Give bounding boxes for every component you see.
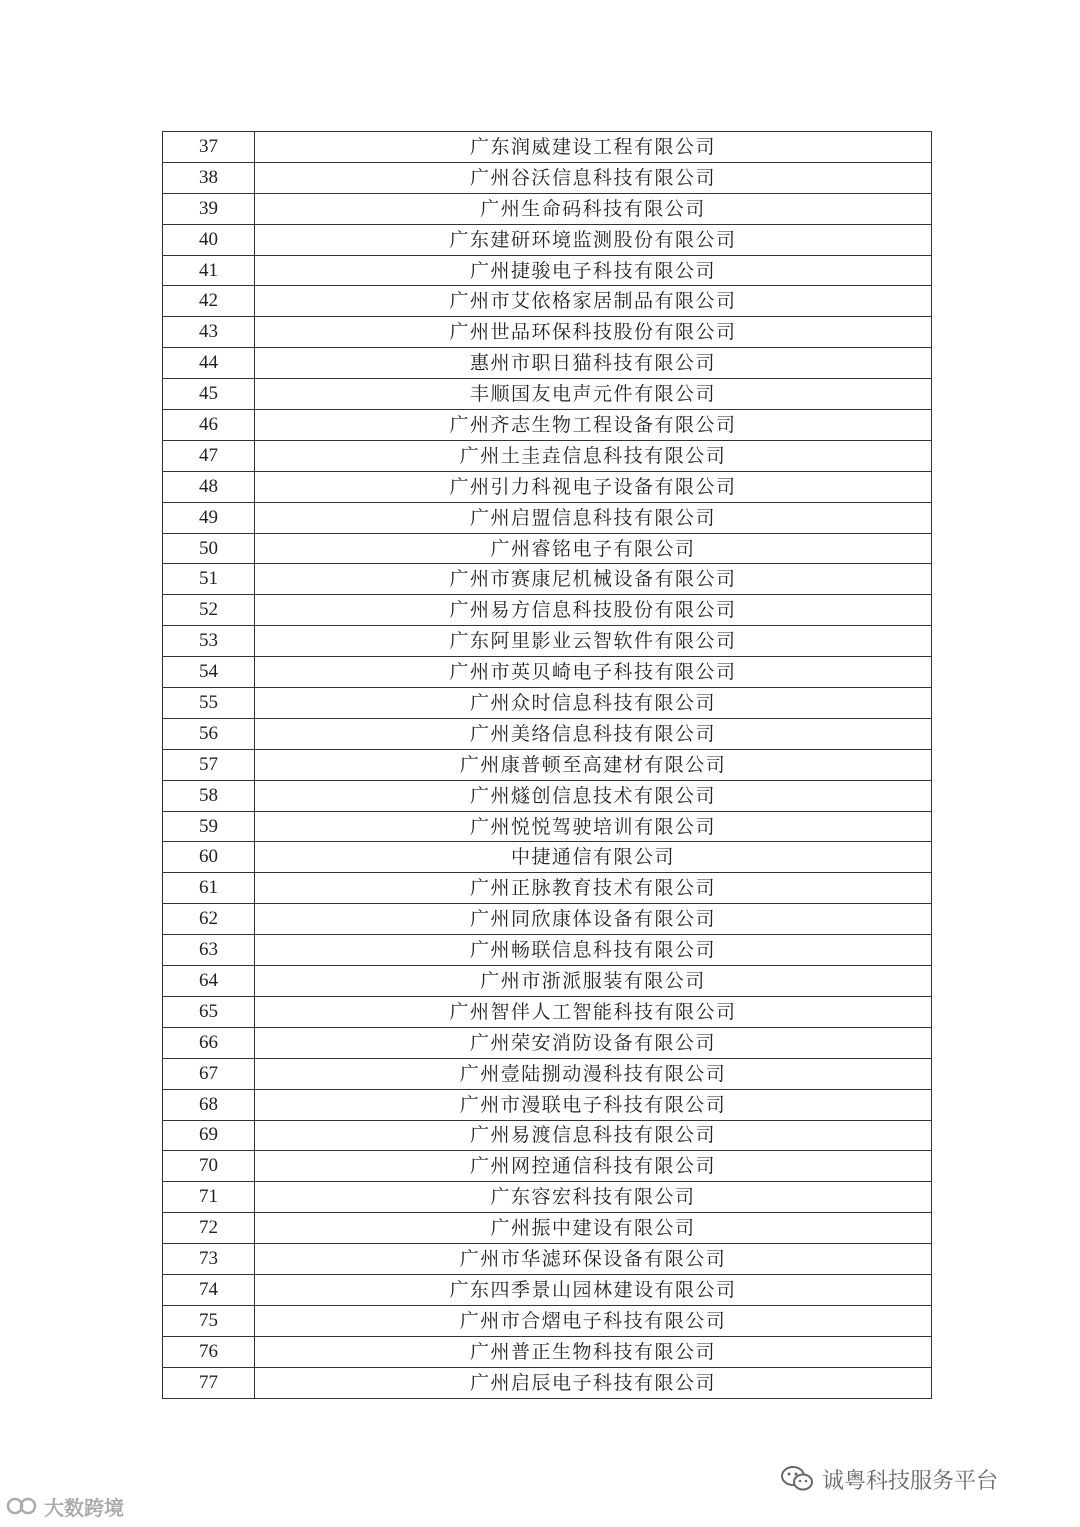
table-row: [163, 1120, 932, 1151]
watermark-left: [6, 1492, 124, 1520]
row-number-cell: 55: [163, 688, 255, 719]
company-name-cell: 广东容宏科技有限公司: [255, 1182, 932, 1213]
table-row: [163, 533, 932, 564]
company-name-cell: 广州悦悦驾驶培训有限公司: [255, 811, 932, 842]
company-name-cell: 广东润威建设工程有限公司: [255, 132, 932, 163]
row-number-cell: 53: [163, 626, 255, 657]
table-row: [163, 935, 932, 966]
company-name-cell: 广州正脉教育技术有限公司: [255, 873, 932, 904]
company-name-cell: 广东阿里影业云智软件有限公司: [255, 626, 932, 657]
company-name-cell: 广州齐志生物工程设备有限公司: [255, 410, 932, 441]
company-name-cell: 广州康普顿至高建材有限公司: [255, 749, 932, 780]
row-number-cell: 66: [163, 1027, 255, 1058]
row-number-cell: 71: [163, 1182, 255, 1213]
table-row: [163, 440, 932, 471]
table-row: [163, 595, 932, 626]
row-number-cell: 48: [163, 471, 255, 502]
company-name-cell: 广州振中建设有限公司: [255, 1213, 932, 1244]
row-number-cell: 72: [163, 1213, 255, 1244]
table-row: [163, 873, 932, 904]
company-name-cell: 广州市华滤环保设备有限公司: [255, 1244, 932, 1275]
wechat-icon: [780, 1465, 814, 1493]
row-number-cell: 38: [163, 162, 255, 193]
row-number-cell: 41: [163, 255, 255, 286]
row-number-cell: 69: [163, 1120, 255, 1151]
row-number-cell: 50: [163, 533, 255, 564]
row-number-cell: 61: [163, 873, 255, 904]
row-number-cell: 51: [163, 564, 255, 595]
row-number-cell: 44: [163, 348, 255, 379]
table-row: [163, 379, 932, 410]
table-row: [163, 317, 932, 348]
company-name-cell: 广州捷骏电子科技有限公司: [255, 255, 932, 286]
company-name-cell: 广州市艾依格家居制品有限公司: [255, 286, 932, 317]
company-name-cell: 广州世品环保科技股份有限公司: [255, 317, 932, 348]
table-row: [163, 348, 932, 379]
table-row: [163, 657, 932, 688]
company-name-cell: 广州土圭垚信息科技有限公司: [255, 440, 932, 471]
row-number-cell: 42: [163, 286, 255, 317]
company-name-cell: 广州同欣康体设备有限公司: [255, 904, 932, 935]
row-number-cell: 49: [163, 502, 255, 533]
table-row: [163, 286, 932, 317]
row-number-cell: 76: [163, 1336, 255, 1367]
table-row: [163, 1274, 932, 1305]
company-name-cell: 广州市英贝崎电子科技有限公司: [255, 657, 932, 688]
row-number-cell: 59: [163, 811, 255, 842]
table-row: [163, 224, 932, 255]
row-number-cell: 60: [163, 842, 255, 873]
company-list-table: [162, 131, 932, 1399]
company-name-cell: 广州引力科视电子设备有限公司: [255, 471, 932, 502]
watermark-right: [780, 1462, 998, 1496]
row-number-cell: 77: [163, 1367, 255, 1398]
table-row: [163, 749, 932, 780]
table-row: [163, 162, 932, 193]
row-number-cell: 73: [163, 1244, 255, 1275]
row-number-cell: 67: [163, 1058, 255, 1089]
row-number-cell: 45: [163, 379, 255, 410]
row-number-cell: 47: [163, 440, 255, 471]
company-name-cell: 广州荣安消防设备有限公司: [255, 1027, 932, 1058]
company-name-cell: 广州壹陆捌动漫科技有限公司: [255, 1058, 932, 1089]
row-number-cell: 62: [163, 904, 255, 935]
row-number-cell: 65: [163, 996, 255, 1027]
company-name-cell: 广州智伴人工智能科技有限公司: [255, 996, 932, 1027]
company-name-cell: 广州生命码科技有限公司: [255, 193, 932, 224]
company-list-body: [163, 132, 932, 1399]
company-name-cell: 广州易方信息科技股份有限公司: [255, 595, 932, 626]
table-row: [163, 626, 932, 657]
company-name-cell: 广州畅联信息科技有限公司: [255, 935, 932, 966]
table-row: [163, 410, 932, 441]
row-number-cell: 57: [163, 749, 255, 780]
row-number-cell: 68: [163, 1089, 255, 1120]
table-row: [163, 1182, 932, 1213]
table-row: [163, 811, 932, 842]
table-row: [163, 1244, 932, 1275]
company-name-cell: 惠州市职日猫科技有限公司: [255, 348, 932, 379]
table-row: [163, 842, 932, 873]
company-name-cell: 广州燧创信息技术有限公司: [255, 780, 932, 811]
company-name-cell: 广州众时信息科技有限公司: [255, 688, 932, 719]
company-name-cell: 丰顺国友电声元件有限公司: [255, 379, 932, 410]
table-row: [163, 132, 932, 163]
company-name-cell: 广州市赛康尼机械设备有限公司: [255, 564, 932, 595]
row-number-cell: 58: [163, 780, 255, 811]
table-row: [163, 1336, 932, 1367]
row-number-cell: 46: [163, 410, 255, 441]
row-number-cell: 52: [163, 595, 255, 626]
row-number-cell: 54: [163, 657, 255, 688]
company-name-cell: 广州市合熠电子科技有限公司: [255, 1305, 932, 1336]
company-name-cell: 广东建研环境监测股份有限公司: [255, 224, 932, 255]
row-number-cell: 39: [163, 193, 255, 224]
company-name-cell: 广州启辰电子科技有限公司: [255, 1367, 932, 1398]
row-number-cell: 64: [163, 966, 255, 997]
row-number-cell: 37: [163, 132, 255, 163]
table-row: [163, 966, 932, 997]
table-row: [163, 564, 932, 595]
brand-logo-icon: [6, 1495, 38, 1517]
row-number-cell: 40: [163, 224, 255, 255]
table-row: [163, 1027, 932, 1058]
table-row: [163, 718, 932, 749]
company-name-cell: 广州普正生物科技有限公司: [255, 1336, 932, 1367]
table-row: [163, 780, 932, 811]
table-row: [163, 904, 932, 935]
row-number-cell: 56: [163, 718, 255, 749]
table-row: [163, 1367, 932, 1398]
company-name-cell: 广州睿铭电子有限公司: [255, 533, 932, 564]
row-number-cell: 63: [163, 935, 255, 966]
table-row: [163, 255, 932, 286]
table-row: [163, 688, 932, 719]
watermark-left-text: 大数跨境: [44, 1495, 124, 1520]
table-row: [163, 1213, 932, 1244]
row-number-cell: 75: [163, 1305, 255, 1336]
company-name-cell: 广州易渡信息科技有限公司: [255, 1120, 932, 1151]
table-row: [163, 193, 932, 224]
table-row: [163, 1089, 932, 1120]
company-name-cell: 广州市漫联电子科技有限公司: [255, 1089, 932, 1120]
row-number-cell: 74: [163, 1274, 255, 1305]
table-row: [163, 996, 932, 1027]
table-row: [163, 1151, 932, 1182]
company-name-cell: 广州谷沃信息科技有限公司: [255, 162, 932, 193]
company-name-cell: 广东四季景山园林建设有限公司: [255, 1274, 932, 1305]
row-number-cell: 70: [163, 1151, 255, 1182]
company-name-cell: 中捷通信有限公司: [255, 842, 932, 873]
company-name-cell: 广州网控通信科技有限公司: [255, 1151, 932, 1182]
table-row: [163, 471, 932, 502]
table-row: [163, 1058, 932, 1089]
company-name-cell: 广州市浙派服装有限公司: [255, 966, 932, 997]
table-row: [163, 502, 932, 533]
company-name-cell: 广州启盟信息科技有限公司: [255, 502, 932, 533]
company-name-cell: 广州美络信息科技有限公司: [255, 718, 932, 749]
row-number-cell: 43: [163, 317, 255, 348]
table-row: [163, 1305, 932, 1336]
watermark-right-text: 诚粤科技服务平台: [822, 1468, 999, 1494]
